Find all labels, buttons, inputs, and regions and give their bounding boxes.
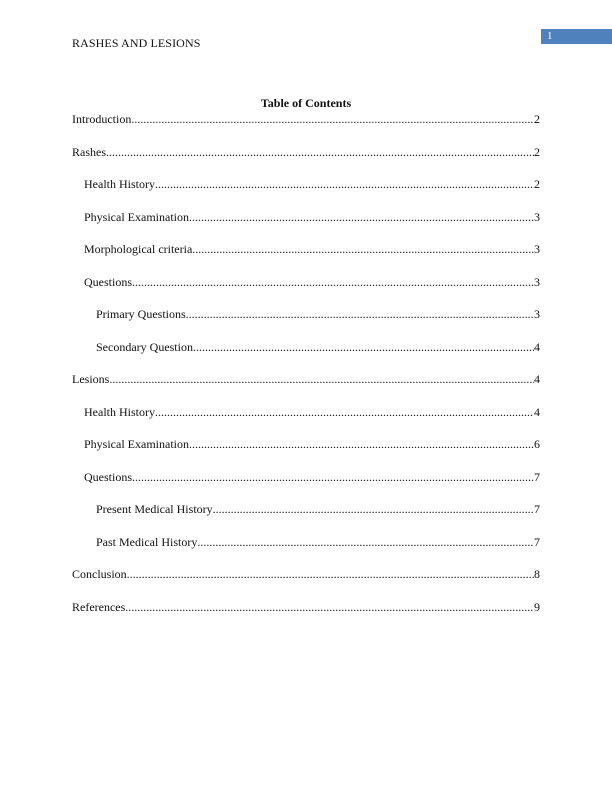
dot-leader xyxy=(131,111,534,127)
toc-entry-label: Physical Examination xyxy=(84,437,189,451)
toc-entry-secondary-question[interactable] xyxy=(72,339,540,372)
dot-leader xyxy=(189,436,534,452)
toc-entry-label: Rashes xyxy=(72,144,106,159)
dot-leader xyxy=(186,306,534,322)
toc-entry-rashes[interactable] xyxy=(72,144,540,177)
toc-entry-page: 6 xyxy=(534,437,540,451)
toc-entry-page: 3 xyxy=(534,307,540,321)
table-of-contents xyxy=(72,111,540,631)
toc-entry-label: Questions xyxy=(84,274,132,289)
toc-entry-page: 4 xyxy=(534,339,540,354)
dot-leader xyxy=(125,599,534,615)
dot-leader xyxy=(189,209,534,225)
toc-entry-morphological-criteria[interactable] xyxy=(72,241,540,274)
toc-entry-label: Questions xyxy=(84,469,132,484)
toc-entry-label: References xyxy=(72,599,126,614)
toc-entry-present-medical-history[interactable] xyxy=(72,501,540,534)
toc-entry-rashes-questions[interactable] xyxy=(72,274,540,307)
toc-entry-rashes-physical-examination[interactable] xyxy=(72,209,540,242)
toc-entry-page: 2 xyxy=(534,112,540,126)
toc-entry-page: 4 xyxy=(534,372,540,386)
toc-entry-lesions-physical-examination[interactable] xyxy=(72,436,540,469)
dot-leader xyxy=(213,501,534,517)
toc-entry-lesions-questions[interactable] xyxy=(72,469,540,502)
dot-leader xyxy=(106,144,534,160)
dot-leader xyxy=(132,274,534,290)
toc-entry-label: Introduction xyxy=(72,112,132,126)
toc-entry-label: Health History xyxy=(84,404,155,419)
toc-entry-label: Morphological criteria xyxy=(84,242,193,256)
toc-entry-lesions[interactable] xyxy=(72,371,540,404)
toc-entry-label: Lesions xyxy=(72,372,110,386)
dot-leader xyxy=(197,534,534,550)
toc-entry-page: 7 xyxy=(534,469,540,484)
toc-entry-label: Health History xyxy=(84,177,155,191)
toc-entry-page: 8 xyxy=(534,567,540,581)
toc-entry-page: 2 xyxy=(534,177,540,191)
toc-entry-label: Primary Questions xyxy=(96,307,186,321)
toc-entry-lesions-health-history[interactable] xyxy=(72,404,540,437)
toc-entry-page: 3 xyxy=(534,242,540,256)
toc-entry-introduction[interactable] xyxy=(72,111,540,144)
toc-entry-label: Present Medical History xyxy=(96,502,213,516)
toc-entry-label: Conclusion xyxy=(72,567,127,581)
dot-leader xyxy=(155,176,534,192)
toc-entry-page: 7 xyxy=(534,502,540,516)
dot-leader xyxy=(109,371,534,387)
toc-entry-page: 2 xyxy=(534,144,540,159)
dot-leader xyxy=(193,339,534,355)
toc-entry-label: Past Medical History xyxy=(96,534,198,549)
toc-entry-past-medical-history[interactable] xyxy=(72,534,540,567)
toc-entry-page: 3 xyxy=(534,209,540,224)
toc-entry-page: 7 xyxy=(534,534,540,549)
running-head: RASHES AND LESIONS xyxy=(72,36,201,50)
toc-entry-page: 4 xyxy=(534,404,540,419)
dot-leader xyxy=(155,404,534,420)
page-number-badge: 1 xyxy=(541,29,612,44)
toc-entry-conclusion[interactable] xyxy=(72,566,540,599)
toc-entry-page: 3 xyxy=(534,274,540,289)
toc-entry-rashes-health-history[interactable] xyxy=(72,176,540,209)
dot-leader xyxy=(192,241,534,257)
toc-entry-label: Secondary Question xyxy=(96,339,193,354)
toc-entry-primary-questions[interactable] xyxy=(72,306,540,339)
toc-entry-references[interactable] xyxy=(72,599,540,632)
dot-leader xyxy=(127,566,534,582)
toc-entry-page: 9 xyxy=(534,599,540,614)
dot-leader xyxy=(132,469,534,485)
toc-title: Table of Contents xyxy=(260,96,352,110)
toc-entry-label: Physical Examination xyxy=(84,209,189,224)
